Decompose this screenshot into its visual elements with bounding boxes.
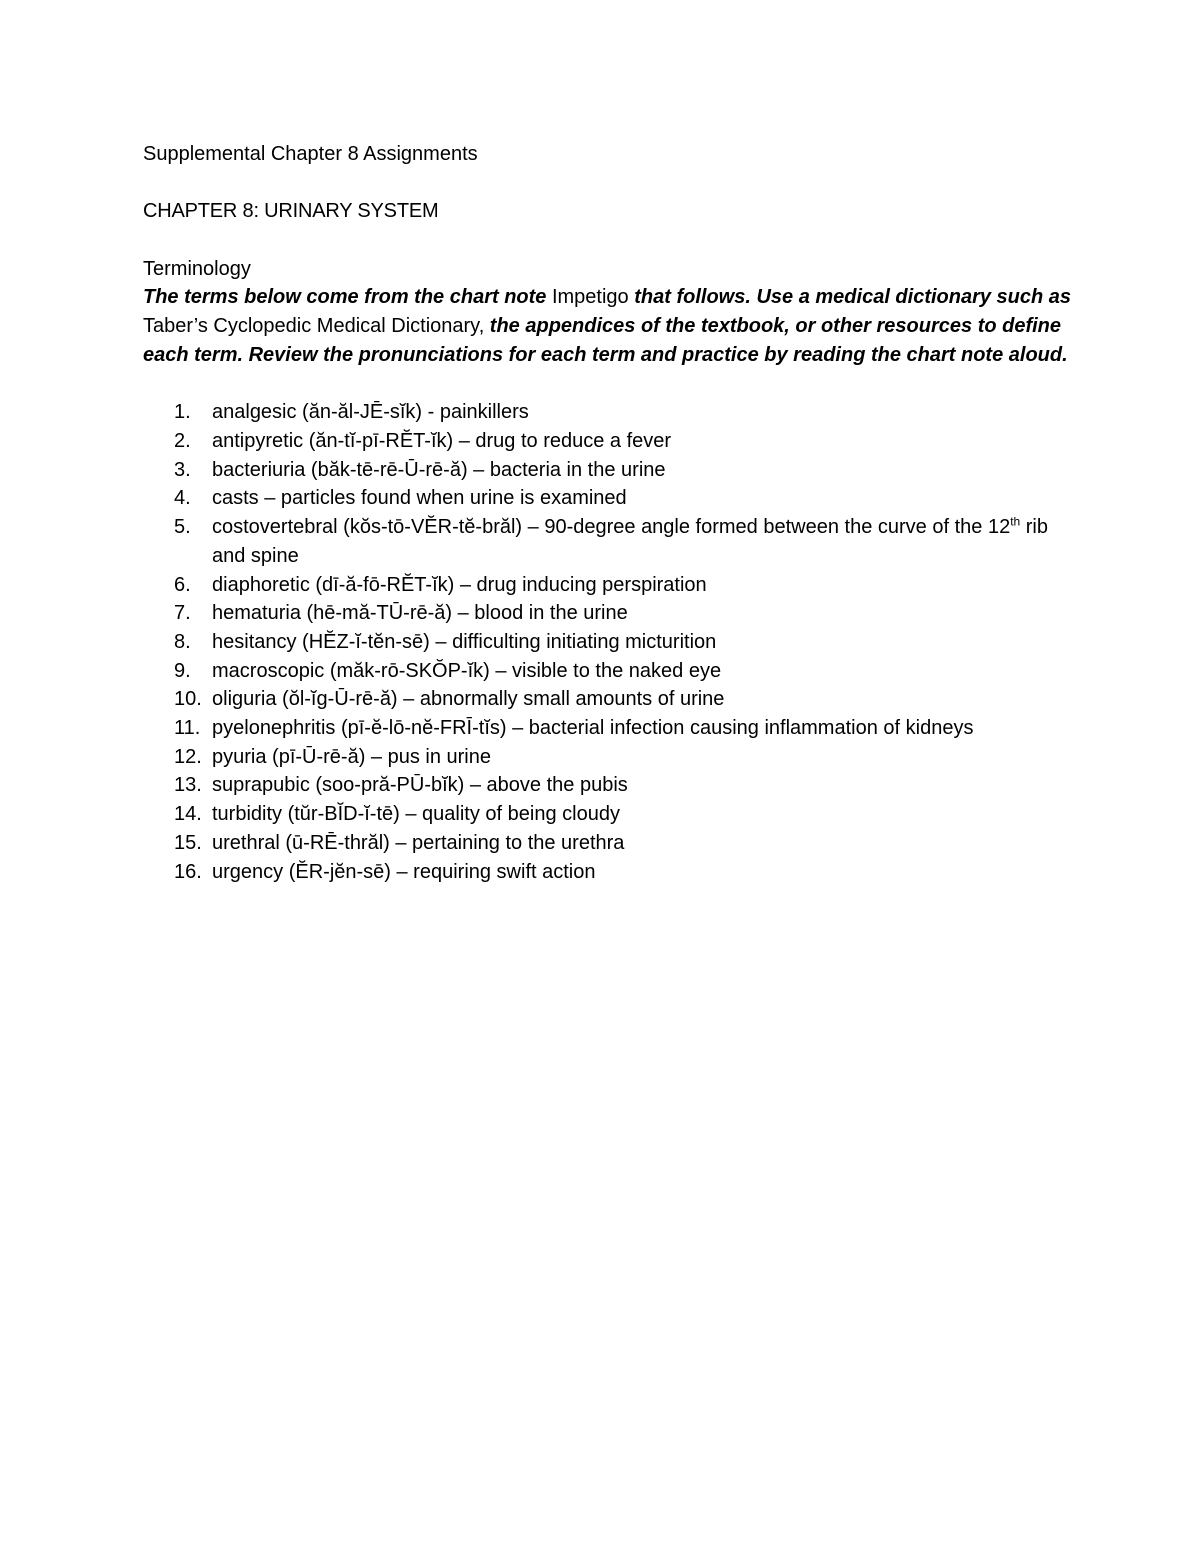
term-text: antipyretic (ăn-tĭ-pī-RĔT-ĭk) – drug to reduce a fever <box>212 429 672 452</box>
instructions-text-3: the appendices of the textbook, or other resources to define each term. Review the pronunciations for each term and practice by reading the chart note aloud. <box>143 315 1068 366</box>
instructions-dictionary-name: Taber’s Cyclopedic Medical Dictionary, <box>143 315 485 338</box>
term-item <box>143 398 1073 427</box>
term-text: costovertebral (kŏs-tō-VĔR-tĕ-brăl) – 90-degree angle formed between the curve of the <box>212 516 988 539</box>
term-text: hematuria (hē-mă-TŪ-rē-ă) – blood in the urine <box>212 602 628 625</box>
term-text: urgency (ĔR-jĕn-sē) – requiring swift action <box>212 860 596 883</box>
instructions-paragraph <box>143 283 1073 369</box>
term-number: 12. <box>174 745 202 768</box>
term-number: 9. <box>174 659 191 682</box>
term-item <box>143 714 1073 743</box>
term-item <box>143 657 1073 686</box>
term-text: macroscopic (măk-rō-SKŎP-ĭk) – visible to the naked eye <box>212 659 722 682</box>
term-ordinal-number: 12 <box>987 516 1011 539</box>
term-number: 10. <box>174 688 202 711</box>
term-item <box>143 456 1073 485</box>
term-text: suprapubic (soo-pră-PŪ-bĭk) – above the pubis <box>212 774 628 797</box>
instructions-text-1: The terms below come from the chart note <box>143 286 552 309</box>
term-text: oliguria (ŏl-ĭg-Ū-rē-ă) – abnormally small amounts of urine <box>212 688 725 711</box>
section-heading: Terminology <box>143 257 251 280</box>
term-item <box>143 800 1073 829</box>
term-item <box>143 571 1073 600</box>
term-text: analgesic (ăn-ăl-JĒ-sĭk) - painkillers <box>212 401 529 424</box>
term-text: pyuria (pī-Ū-rē-ă) – pus in urine <box>212 745 491 768</box>
term-item <box>143 771 1073 800</box>
term-text: diaphoretic (dī-ă-fō-RĔT-ĭk) – drug inducing perspiration <box>212 573 707 596</box>
term-number: 6. <box>174 573 191 596</box>
term-number: 8. <box>174 630 191 653</box>
document-title: Supplemental Chapter 8 Assignments <box>143 143 478 165</box>
term-ordinal-suffix: th <box>1010 514 1021 529</box>
term-number: 13. <box>174 774 202 797</box>
term-text: urethral (ū-RĒ-thrăl) – pertaining to the urethra <box>212 831 625 854</box>
term-item <box>143 829 1073 858</box>
term-number: 2. <box>174 429 191 452</box>
term-item <box>143 743 1073 772</box>
term-item <box>143 599 1073 628</box>
chapter-heading: CHAPTER 8: URINARY SYSTEM <box>143 200 439 223</box>
term-text-continued: rib and spine <box>212 516 1049 567</box>
term-number: 1. <box>174 401 191 424</box>
term-item <box>143 628 1073 657</box>
term-text: bacteriuria (băk-tē-rē-Ū-rē-ă) – bacteria in the urine <box>212 458 666 481</box>
term-text: hesitancy (HĔZ-ĭ-tĕn-sē) – difficulting initiating micturition <box>212 630 717 653</box>
terminology-list <box>143 398 1073 886</box>
term-text: casts – particles found when urine is examined <box>212 487 627 510</box>
term-item <box>143 484 1073 513</box>
term-number: 3. <box>174 458 191 481</box>
document-content <box>143 140 1073 886</box>
term-item <box>143 513 1073 570</box>
term-text: pyelonephritis (pī-ĕ-lō-nĕ-FRĪ-tĭs) – bacterial infection causing inflammation of kidneys <box>212 717 974 740</box>
term-number: 16. <box>174 860 202 883</box>
term-number: 11. <box>174 717 201 740</box>
term-item <box>143 427 1073 456</box>
term-item <box>143 858 1073 887</box>
term-number: 14. <box>174 803 202 826</box>
term-text: turbidity (tŭr-BĬD-ĭ-tē) – quality of being cloudy <box>212 803 620 826</box>
term-item <box>143 685 1073 714</box>
instructions-text-2: that follows. Use a medical dictionary such as <box>628 286 1072 309</box>
term-number: 7. <box>174 602 191 625</box>
term-number: 15. <box>174 831 202 854</box>
instructions-chart-note-name: Impetigo <box>551 286 629 309</box>
term-number: 5. <box>174 516 191 539</box>
term-number: 4. <box>174 487 191 510</box>
